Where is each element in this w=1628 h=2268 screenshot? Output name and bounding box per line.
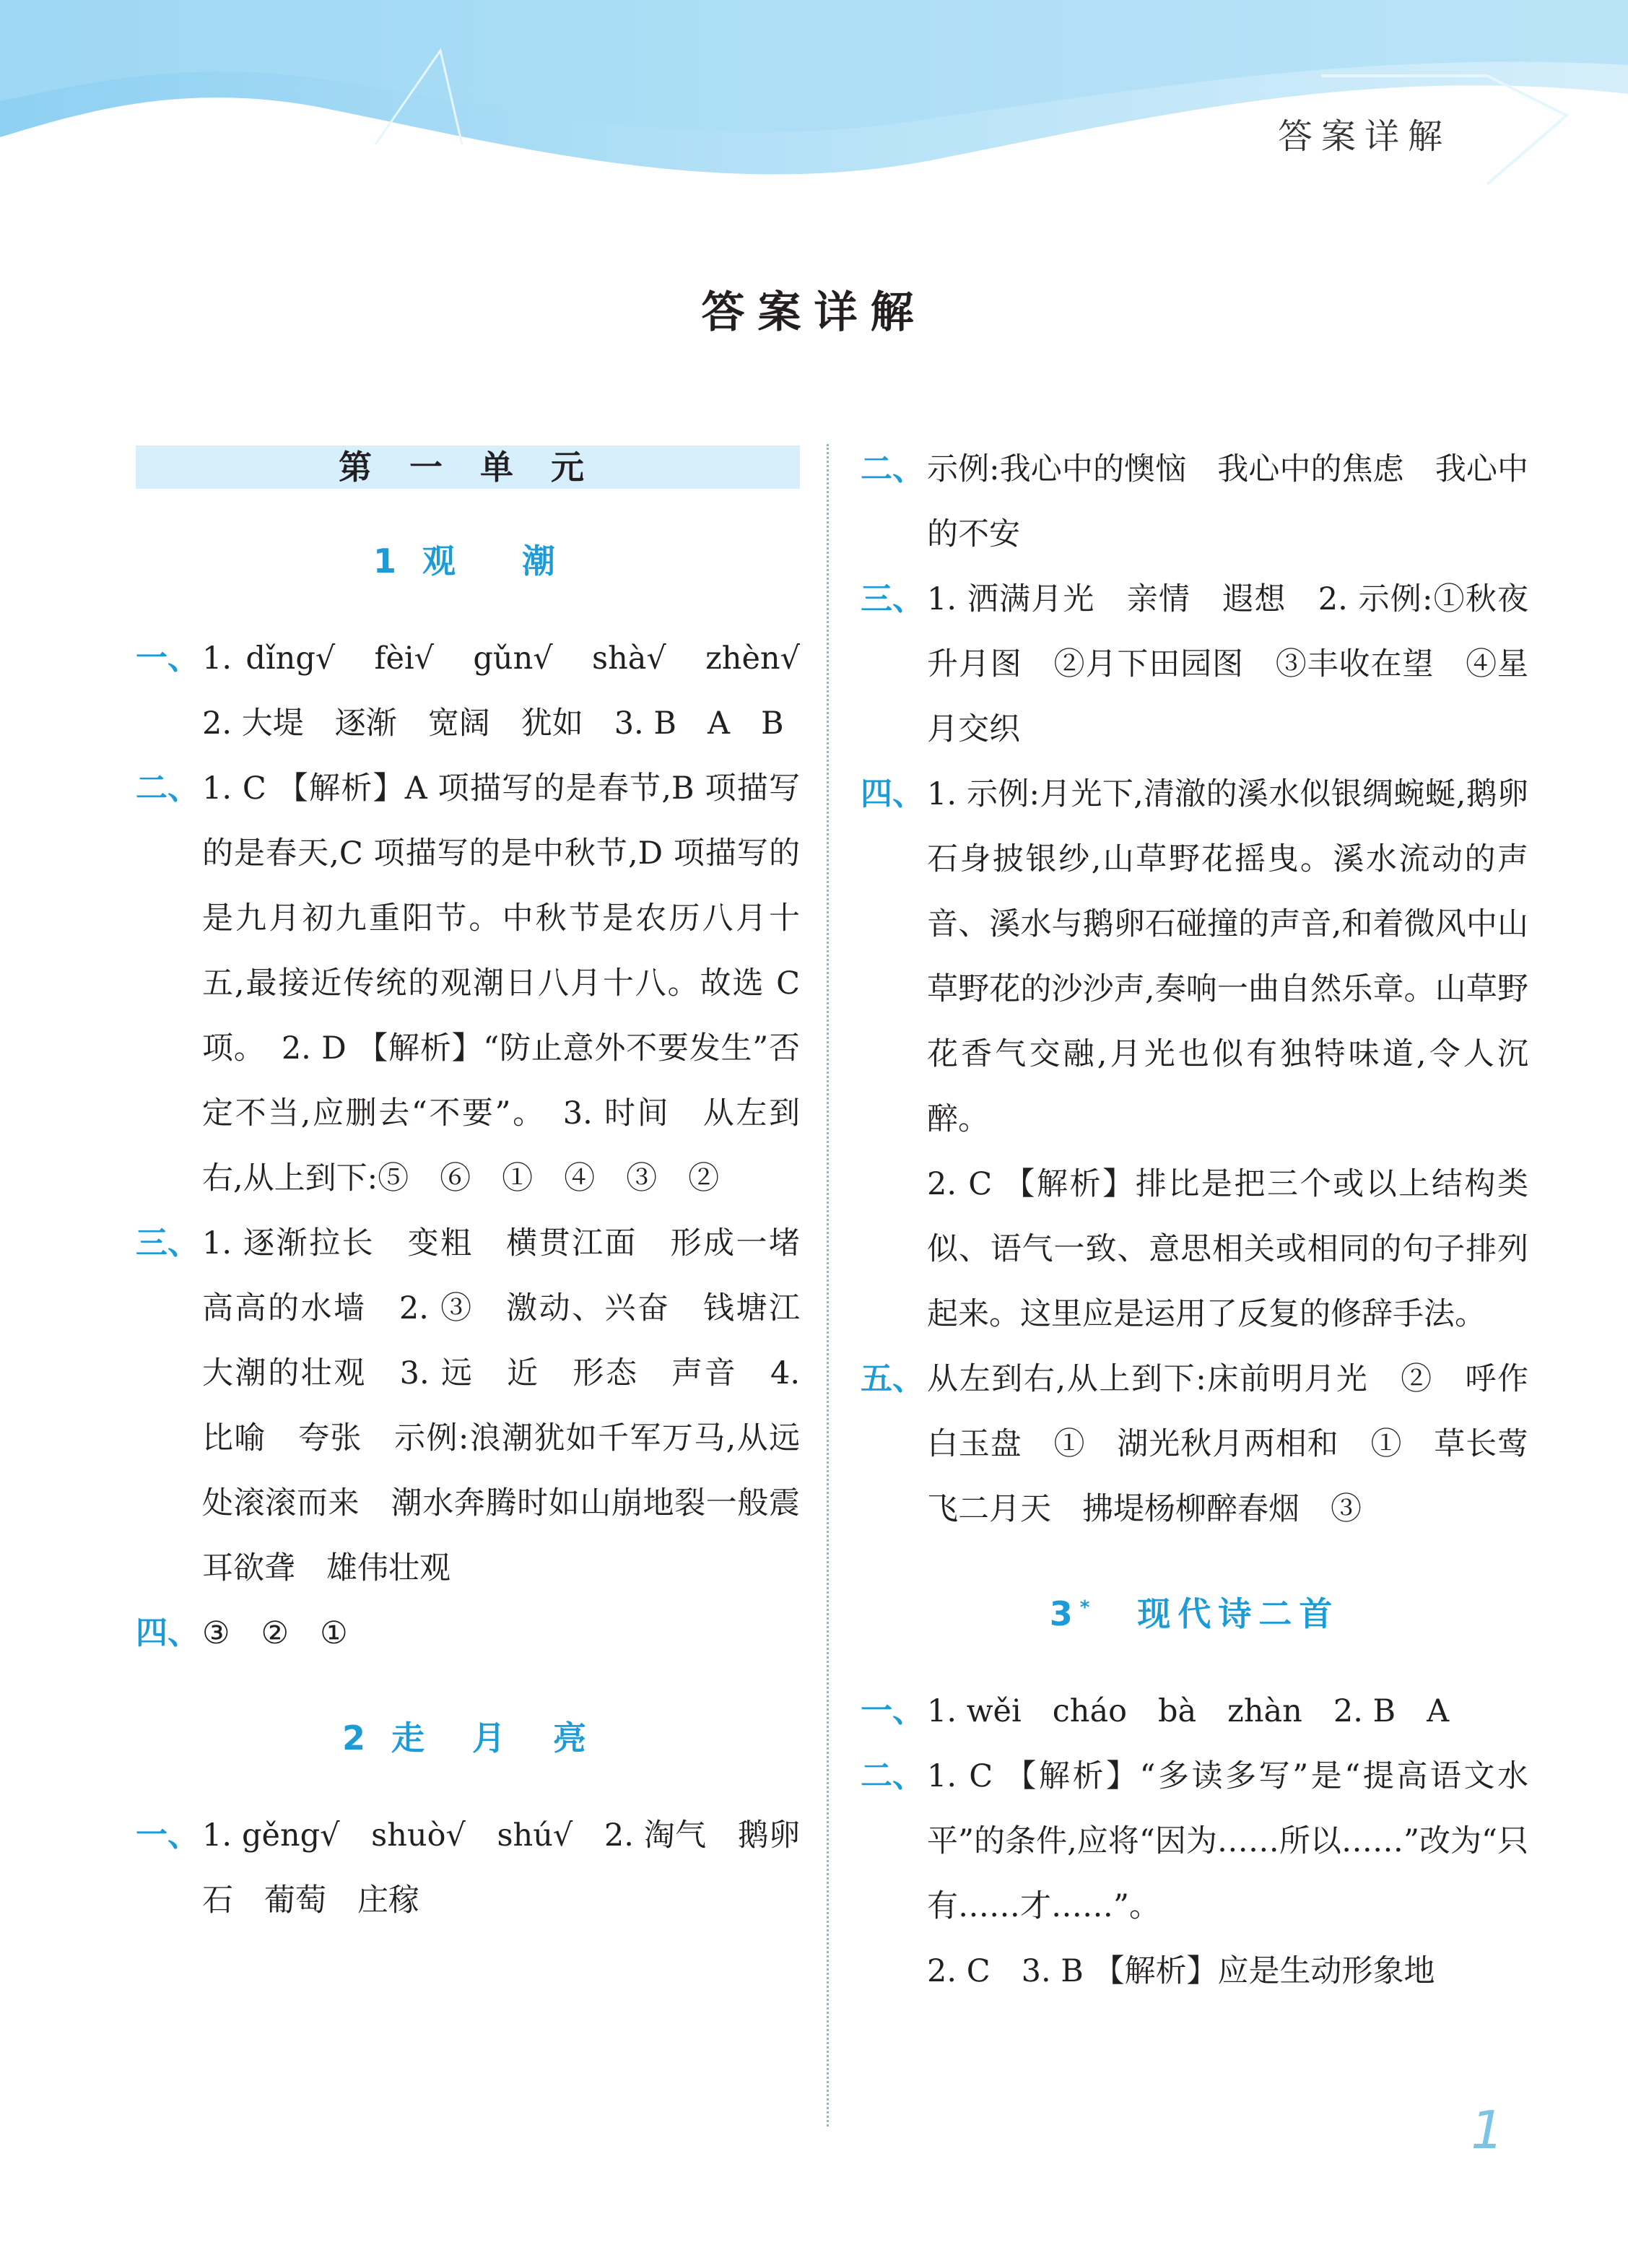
section-marker: 四、 bbox=[861, 775, 924, 812]
section-marker: 二、 bbox=[861, 451, 924, 487]
unit-heading: 第 一 单 元 bbox=[136, 446, 800, 489]
answer-text: 1. 逐渐拉长 变粗 横贯江面 形成一堵高高的水墙 2. ③ 激动、兴奋 钱塘江大潮的壮观 3. 远 近 形态 声音 4. 比喻 夸张 示例:浪潮犹如千军万马,从远处滚滚而来 潮水奔腾时如山崩地裂一般震耳欲聋 雄伟壮观 bbox=[202, 1225, 800, 1586]
page-title: 答案详解 bbox=[701, 287, 927, 338]
section-marker: 一、 bbox=[861, 1693, 924, 1729]
lesson-title-2: 2 走 月 亮 bbox=[341, 1719, 594, 1758]
answer-block bbox=[861, 1347, 1528, 1542]
answer-text: 2. C 【解析】排比是把三个或以上结构类似、语气一致、意思相关或相同的句子排列起来。这里应是运用了反复的修辞手法。 bbox=[927, 1166, 1528, 1332]
section-marker: 四、 bbox=[136, 1615, 199, 1651]
answer-block bbox=[861, 1939, 1528, 2004]
answer-text: 1. C 【解析】“多读多写”是“提高语文水平”的条件,应将“因为……所以……”改为“只有……才……”。 bbox=[927, 1758, 1528, 1924]
answer-text: 1. 示例:月光下,清澈的溪水似银绸蜿蜒,鹅卵石身披银纱,山草野花摇曳。溪水流动的声音、溪水与鹅卵石碰撞的声音,和着微风中山草野花的沙沙声,奏响一曲自然乐章。山草野花香气交融,月光也似有独特味道,令人沉醉。 bbox=[927, 776, 1528, 1137]
answer-block bbox=[861, 567, 1528, 762]
answer-text: ③ ② ① bbox=[202, 1615, 348, 1651]
lesson-name: 现代诗二首 bbox=[1137, 1594, 1340, 1633]
lesson-number: 3 bbox=[1049, 1594, 1080, 1633]
answer-block bbox=[861, 1152, 1528, 1347]
lesson-title-3 bbox=[861, 1588, 1528, 1635]
column-divider bbox=[827, 444, 829, 2126]
answer-text: 从左到右,从上到下:床前明月光 ② 呼作白玉盘 ① 湖光秋月两相和 ① 草长莺飞二月天 拂堤杨柳醉春烟 ③ bbox=[927, 1361, 1528, 1527]
answer-text: 1. wěi cháo bà zhàn 2. B A bbox=[927, 1693, 1450, 1729]
answer-text: 1. gěng√ shuò√ shú√ 2. 淘气 鹅卵石 葡萄 庄稼 bbox=[202, 1817, 800, 1919]
answer-text: 1. 洒满月光 亲情 遐想 2. 示例:①秋夜升月图 ②月下田园图 ③丰收在望 ④星月交织 bbox=[927, 581, 1528, 747]
header-label: 答案详解 bbox=[1277, 116, 1451, 157]
answer-block bbox=[861, 437, 1528, 567]
section-marker: 二、 bbox=[861, 1758, 924, 1794]
answer-block bbox=[136, 756, 800, 1211]
header-wave-decoration bbox=[0, 0, 1628, 209]
answer-text: 1. C 【解析】A 项描写的是春节,B 项描写的是春天,C 项描写的是中秋节,D 项描写的是九月初九重阳节。中秋节是农历八月十五,最接近传统的观潮日八月十八。故选 C 项。 2. D 【解析】“防止意外不要发生”否定不当,应删去“不要”。 3. 时间 从左到右,从上到下:⑤ ⑥ ① ④ ③ ② bbox=[202, 770, 800, 1196]
lesson-title-1: 1 观 潮 bbox=[373, 542, 563, 581]
section-marker: 一、 bbox=[136, 1817, 199, 1854]
answer-text: 2. C 3. B 【解析】应是生动形象地 bbox=[927, 1953, 1435, 1989]
answer-block bbox=[861, 1679, 1528, 1744]
answer-block bbox=[861, 1744, 1528, 1939]
section-marker: 一、 bbox=[136, 640, 199, 677]
answer-block bbox=[136, 1601, 800, 1666]
answer-text: 示例:我心中的懊恼 我心中的焦虑 我心中的不安 bbox=[927, 451, 1528, 552]
right-column bbox=[861, 437, 1528, 2004]
answer-block bbox=[136, 626, 831, 756]
section-marker: 二、 bbox=[136, 770, 199, 807]
optional-star: * bbox=[1079, 1596, 1097, 1619]
answer-block bbox=[136, 1211, 800, 1601]
page-number: 1 bbox=[1471, 2100, 1504, 2160]
left-column bbox=[136, 437, 831, 1933]
answer-block bbox=[136, 1803, 800, 1933]
section-marker: 三、 bbox=[861, 581, 924, 617]
answer-block bbox=[861, 762, 1528, 1152]
section-marker: 五、 bbox=[861, 1360, 924, 1397]
answer-text: 1. dǐng√ fèi√ gǔn√ shà√ zhèn√ 2. 大堤 逐渐 宽阔 犹如 3. B A B bbox=[202, 640, 831, 742]
section-marker: 三、 bbox=[136, 1225, 199, 1261]
